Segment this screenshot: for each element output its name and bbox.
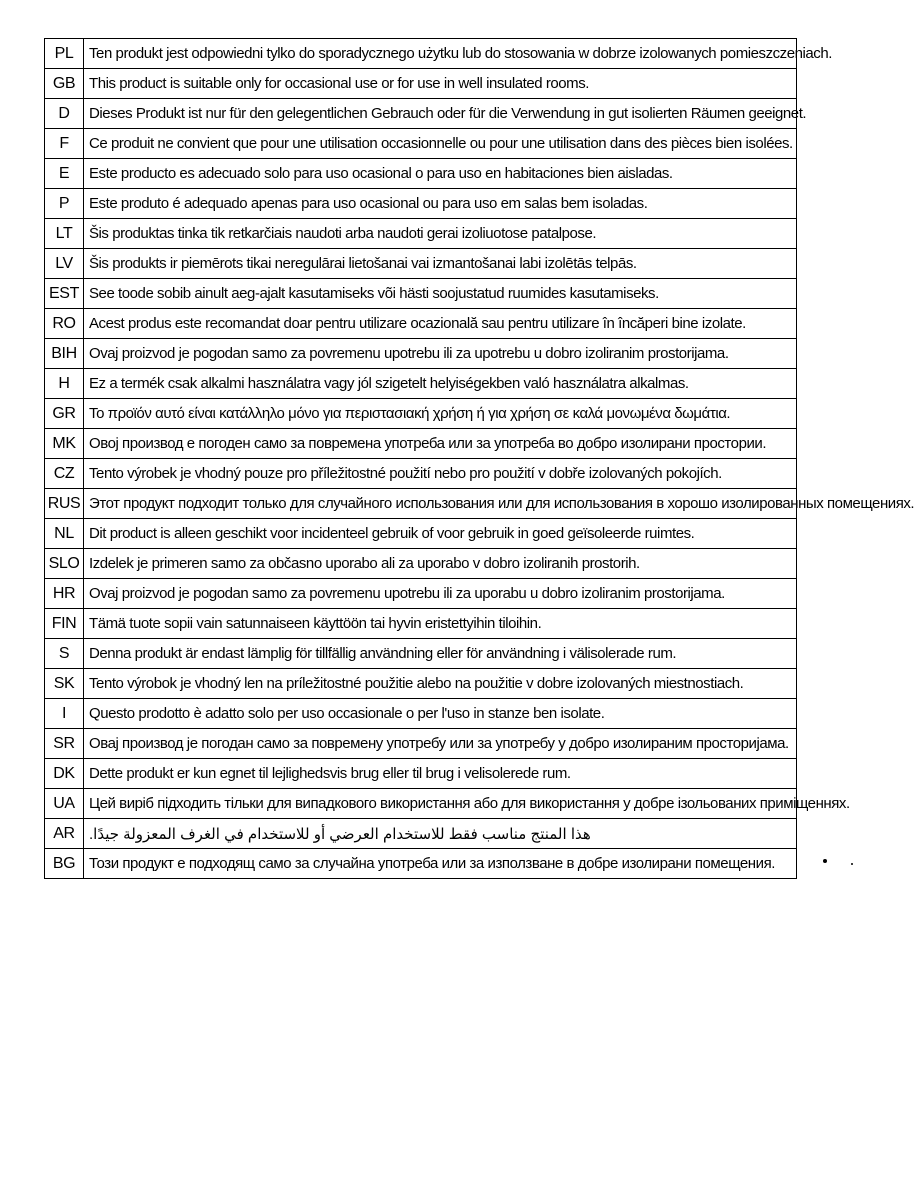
- suitability-statement-cell: [84, 819, 797, 849]
- bullet-mark: [851, 863, 853, 865]
- suitability-statement-cell: [84, 579, 797, 609]
- language-code: EST: [45, 279, 84, 309]
- language-row-mk: [45, 429, 797, 459]
- suitability-statement-cell: [84, 69, 797, 99]
- suitability-statement: Tämä tuote sopii vain satunnaiseen käyttöön tai hyvin eristettyihin tiloihin.: [89, 615, 542, 632]
- suitability-statement: Ovaj proizvod je pogodan samo za povremenu upotrebu ili za uporabu u dobro izoliranim prostorijama.: [89, 585, 725, 602]
- language-warning-table-body: [45, 39, 914, 879]
- language-row-lt: [45, 219, 797, 249]
- language-row-hr: [45, 579, 797, 609]
- language-code: UA: [45, 789, 84, 819]
- suitability-statement: Ce produit ne convient que pour une utilisation occasionnelle ou pour une utilisation dans des pièces bien isolées.: [89, 135, 793, 152]
- language-code: I: [45, 699, 84, 729]
- suitability-statement: Το προϊόν αυτό είναι κατάλληλο μόνο για περιστασιακή χρήση ή για χρήση σε καλά μονωμένα δωμάτια.: [89, 405, 731, 422]
- language-code: SK: [45, 669, 84, 699]
- suitability-statement-cell: [84, 519, 797, 549]
- language-code: D: [45, 99, 84, 129]
- language-row-pl: [45, 39, 797, 69]
- suitability-statement-cell: [84, 99, 807, 129]
- language-row-h: [45, 369, 797, 399]
- language-row-f: [45, 129, 797, 159]
- language-row-sr: [45, 729, 797, 759]
- language-row-fin: [45, 609, 797, 639]
- language-code: BG: [45, 849, 84, 879]
- suitability-statement-cell: [84, 279, 797, 309]
- language-code: FIN: [45, 609, 84, 639]
- suitability-statement-cell: [84, 219, 797, 249]
- bullet-mark: [823, 859, 827, 863]
- language-code: RUS: [45, 489, 84, 519]
- language-code: GR: [45, 399, 84, 429]
- suitability-statement-cell: [84, 759, 797, 789]
- language-code: MK: [45, 429, 84, 459]
- suitability-statement: Овој производ е погоден само за повремена употреба или за употреба во добро изолирани простории.: [89, 435, 767, 452]
- suitability-statement: Acest produs este recomandat doar pentru utilizare ocazională sau pentru utilizare în încăperi bine izolate.: [89, 315, 746, 332]
- suitability-statement: Dieses Produkt ist nur für den gelegentlichen Gebrauch oder für die Verwendung in gut isolierten Räumen geeignet.: [89, 105, 807, 122]
- language-code: F: [45, 129, 84, 159]
- language-row-dk: [45, 759, 797, 789]
- language-code: AR: [45, 819, 84, 849]
- suitability-statement: Ovaj proizvod je pogodan samo za povremenu upotrebu ili za upotrebu u dobro izoliranim prostorijama.: [89, 345, 729, 362]
- language-row-ua: [45, 789, 797, 819]
- language-code: BIH: [45, 339, 84, 369]
- suitability-statement: Dit product is alleen geschikt voor incidenteel gebruik of voor gebruik in goed geïsoleerde ruimtes.: [89, 525, 695, 542]
- suitability-statement: Šis produktas tinka tik retkarčiais naudoti arba naudoti gerai izoliuotose patalpose.: [89, 225, 597, 242]
- suitability-statement: Tento výrobek je vhodný pouze pro příležitostné použití nebo pro použití v dobře izolovaných pokojích.: [89, 465, 722, 482]
- suitability-statement: Šis produkts ir piemērots tikai neregulārai lietošanai vai izmantošanai labi izolētās telpās.: [89, 255, 637, 272]
- language-row-nl: [45, 519, 797, 549]
- suitability-statement-cell: [84, 159, 797, 189]
- suitability-statement: Этот продукт подходит только для случайного использования или для использования в хорошо изолированных помещениях.: [89, 495, 914, 512]
- language-code: LV: [45, 249, 84, 279]
- language-row-rus: [45, 489, 797, 519]
- language-code: GB: [45, 69, 84, 99]
- suitability-statement-cell: [84, 189, 797, 219]
- suitability-statement-cell: [84, 729, 797, 759]
- suitability-statement-cell: [84, 129, 797, 159]
- suitability-statement: Ez a termék csak alkalmi használatra vagy jól szigetelt helyiségekben való használatra alkalmas.: [89, 375, 689, 392]
- language-row-lv: [45, 249, 797, 279]
- language-code: CZ: [45, 459, 84, 489]
- language-code: H: [45, 369, 84, 399]
- suitability-statement: Questo prodotto è adatto solo per uso occasionale o per l'uso in stanze ben isolate.: [89, 705, 605, 722]
- language-code: DK: [45, 759, 84, 789]
- language-code: SLO: [45, 549, 84, 579]
- suitability-statement-cell: [84, 699, 797, 729]
- language-code: P: [45, 189, 84, 219]
- suitability-statement-cell: [84, 639, 797, 669]
- language-row-s: [45, 639, 797, 669]
- language-row-ro: [45, 309, 797, 339]
- suitability-statement: Овај производ је погодан само за повремену употребу или за употребу у добро изолираним просторијама.: [89, 735, 789, 752]
- suitability-statement-cell: [84, 789, 850, 819]
- suitability-statement-cell: [84, 549, 797, 579]
- suitability-statement: See toode sobib ainult aeg-ajalt kasutamiseks või hästi soojustatud ruumides kasutamiseks.: [89, 285, 659, 302]
- suitability-statement: Denna produkt är endast lämplig för tillfällig användning eller för användning i välisolerade rum.: [89, 645, 677, 662]
- language-row-bih: [45, 339, 797, 369]
- suitability-statement-cell: [84, 609, 797, 639]
- language-row-e: [45, 159, 797, 189]
- language-row-est: [45, 279, 797, 309]
- suitability-statement-cell: [84, 369, 797, 399]
- suitability-statement: Tento výrobok je vhodný len na príležitostné použitie alebo na použitie v dobre izolovaných miestnostiach.: [89, 675, 744, 692]
- language-code: E: [45, 159, 84, 189]
- language-row-ar: [45, 819, 797, 849]
- language-row-d: [45, 99, 797, 129]
- suitability-statement-cell: [84, 399, 797, 429]
- language-row-gb: [45, 69, 797, 99]
- suitability-statement-cell: [84, 849, 797, 879]
- language-code: PL: [45, 39, 84, 69]
- language-code: LT: [45, 219, 84, 249]
- language-code: NL: [45, 519, 84, 549]
- language-warning-table: [44, 38, 914, 879]
- language-code: RO: [45, 309, 84, 339]
- suitability-statement-cell: [84, 429, 797, 459]
- suitability-statement: Цей виріб підходить тільки для випадкового використання або для використання у добре ізольованих приміщеннях.: [89, 795, 850, 812]
- suitability-statement-cell: [84, 459, 797, 489]
- suitability-statement: هذا المنتج مناسب فقط للاستخدام العرضي أو للاستخدام في الغرف المعزولة جيدًا.: [89, 825, 591, 843]
- language-row-i: [45, 699, 797, 729]
- suitability-statement: This product is suitable only for occasional use or for use in well insulated rooms.: [89, 75, 589, 92]
- suitability-statement-cell: [84, 339, 797, 369]
- language-row-sk: [45, 669, 797, 699]
- language-row-p: [45, 189, 797, 219]
- language-code: SR: [45, 729, 84, 759]
- suitability-statement-cell: [84, 669, 797, 699]
- language-row-cz: [45, 459, 797, 489]
- suitability-statement: Ten produkt jest odpowiedni tylko do sporadycznego użytku lub do stosowania w dobrze izolowanych pomieszczeniach.: [89, 45, 832, 62]
- suitability-statement: Dette produkt er kun egnet til lejlighedsvis brug eller til brug i velisolerede rum.: [89, 765, 571, 782]
- language-row-bg: [45, 849, 797, 879]
- suitability-statement: Този продукт е подходящ само за случайна употреба или за използване в добре изолирани помещения.: [89, 855, 775, 872]
- language-row-gr: [45, 399, 797, 429]
- suitability-statement: Este producto es adecuado solo para uso ocasional o para uso en habitaciones bien aisladas.: [89, 165, 673, 182]
- suitability-statement: Este produto é adequado apenas para uso ocasional ou para uso em salas bem isoladas.: [89, 195, 648, 212]
- language-code: S: [45, 639, 84, 669]
- suitability-statement-cell: [84, 249, 797, 279]
- suitability-statement-cell: [84, 309, 797, 339]
- suitability-statement-cell: [84, 489, 914, 519]
- suitability-statement: Izdelek je primeren samo za občasno uporabo ali za uporabo v dobro izoliranih prostorih.: [89, 555, 640, 572]
- language-code: HR: [45, 579, 84, 609]
- suitability-statement-cell: [84, 39, 832, 69]
- language-row-slo: [45, 549, 797, 579]
